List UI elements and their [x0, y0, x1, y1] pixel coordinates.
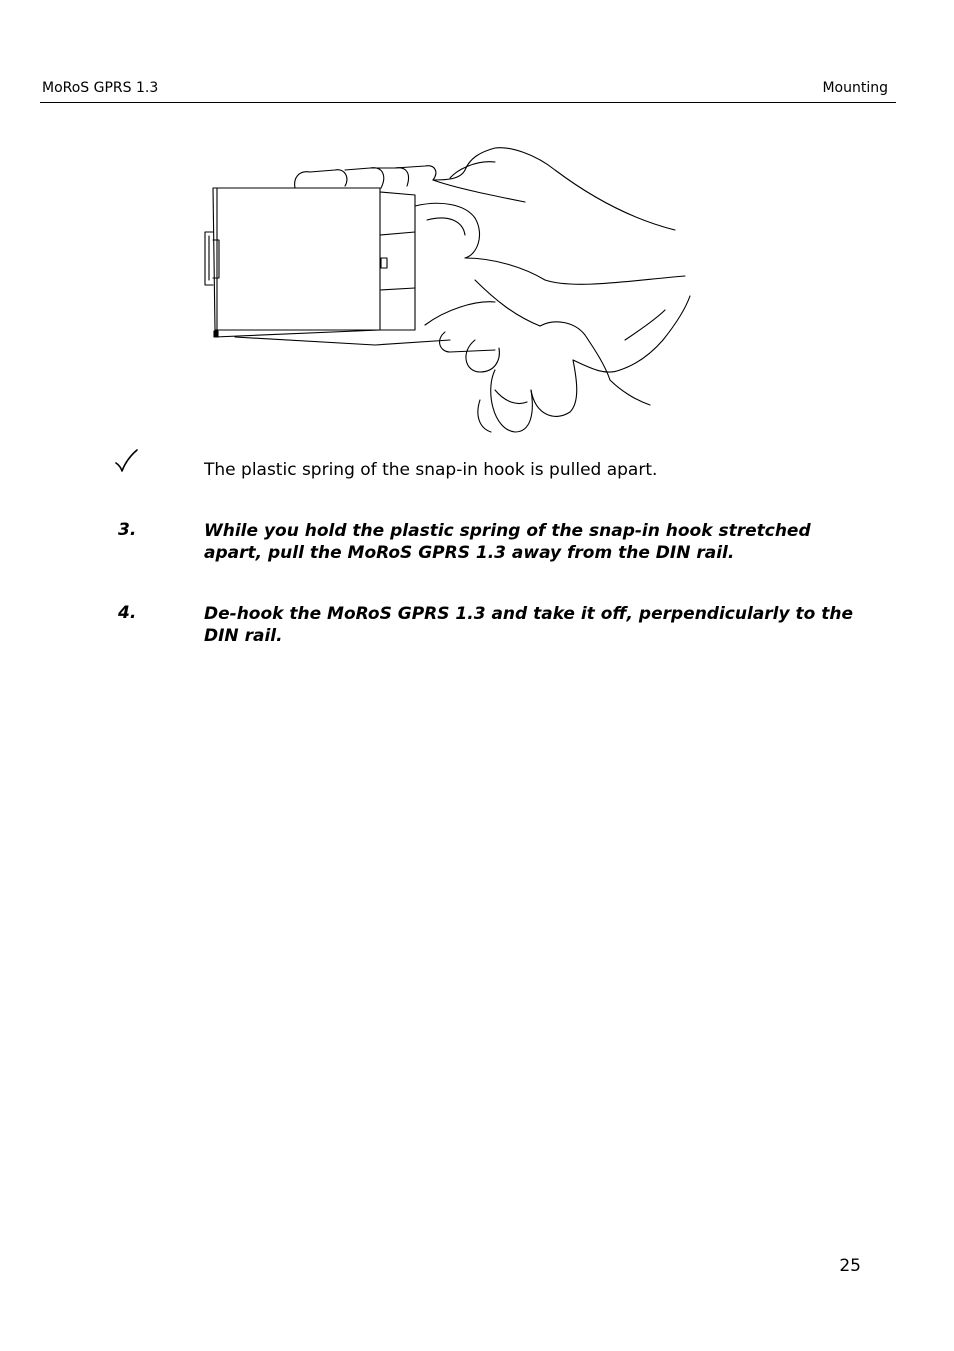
- page-number: 25: [839, 1256, 861, 1276]
- page-header: [40, 78, 896, 103]
- hand-removing-device-illustration: [195, 140, 705, 440]
- document-title: MoRoS GPRS 1.3: [42, 80, 159, 96]
- section-title: Mounting: [822, 80, 888, 96]
- step-number: 4.: [118, 603, 137, 623]
- step-instruction: While you hold the plastic spring of the snap-in hook stretched apart, pull the MoRoS GPRS 1.3 away from the DIN rail.: [204, 521, 811, 563]
- step-number: 3.: [118, 520, 137, 540]
- checkmark-icon: [112, 448, 140, 474]
- result-text: The plastic spring of the snap-in hook is pulled apart.: [204, 460, 658, 480]
- step-instruction: De-hook the MoRoS GPRS 1.3 and take it off, perpendicularly to the DIN rail.: [204, 604, 853, 646]
